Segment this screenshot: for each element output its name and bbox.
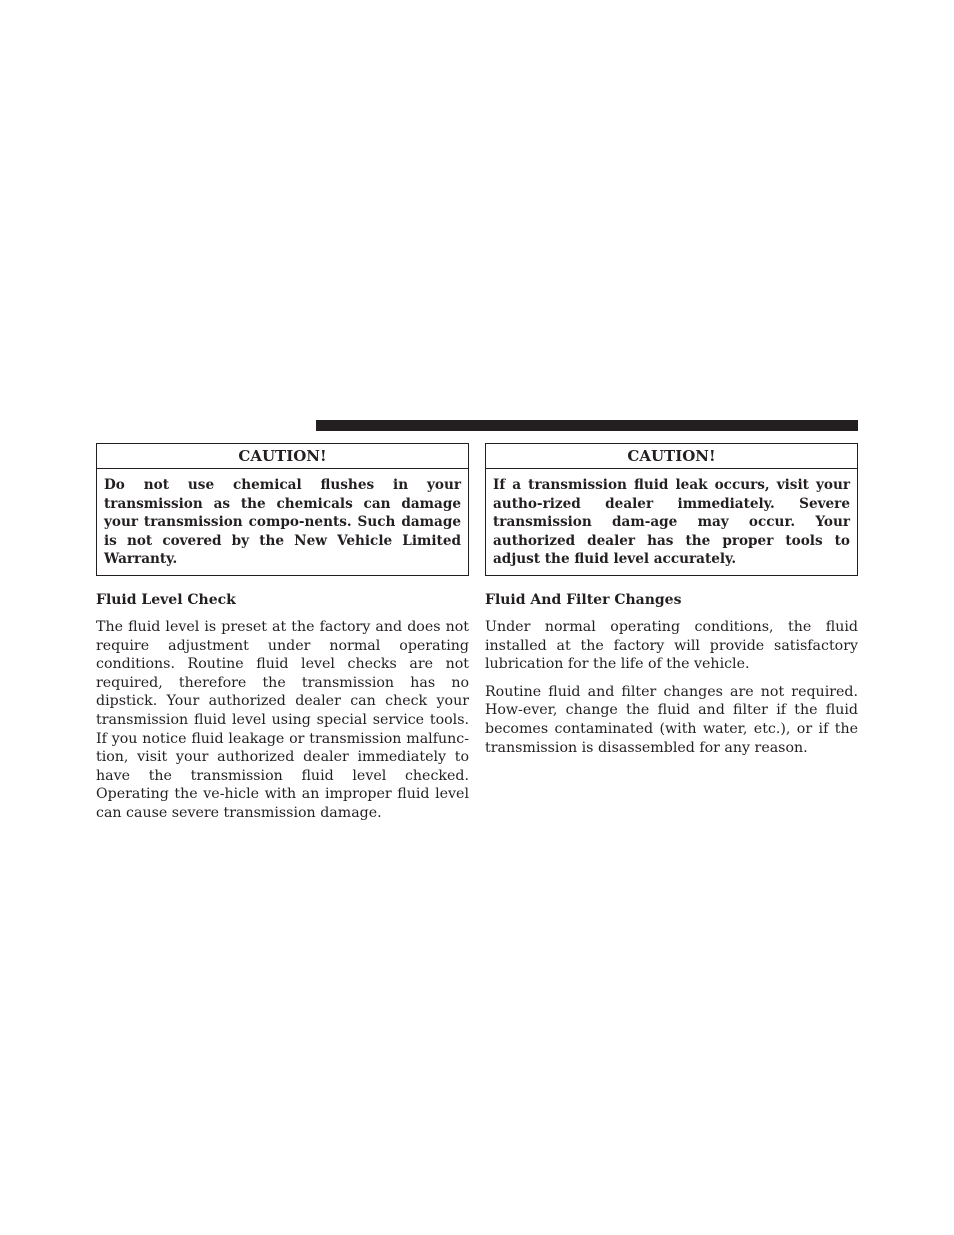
caution-box-chemical-flush <box>96 443 469 576</box>
heading-fluid-filter-changes: Fluid And Filter Changes <box>485 591 682 608</box>
paragraph-normal-conditions: Under normal operating conditions, the fluid installed at the factory will provide satisfactory lubrication for the life of the vehicle. <box>485 618 858 673</box>
caution-text: If a transmission fluid leak occurs, visit your autho-rized dealer immediately. Severe transmission dam-age may occur. Your authorized dealer has the proper tools to adjust the fluid level accurately. <box>493 477 850 568</box>
section-header-bar <box>316 420 858 431</box>
left-column <box>96 443 469 823</box>
caution-title: CAUTION! <box>97 444 468 469</box>
caution-title: CAUTION! <box>486 444 857 469</box>
heading-fluid-level-check: Fluid Level Check <box>96 591 236 608</box>
caution-text: Do not use chemical flushes in your transmission as the chemicals can damage your transmission compo-nents. Such damage is not covered by the New Vehicle Limited Warranty. <box>104 477 461 568</box>
caution-box-fluid-leak <box>485 443 858 576</box>
right-column <box>485 443 858 757</box>
paragraph-routine-changes: Routine fluid and filter changes are not required. How-ever, change the fluid and filter if the fluid becomes contaminated (with water, etc.), or if the transmission is disassembled for any reason. <box>485 683 858 756</box>
paragraph-fluid-level: The fluid level is preset at the factory and does not require adjustment under normal operating conditions. Routine fluid level checks are not required, therefore the transmission has no dipstick. Your authorized dealer can check your transmission fluid level using special service tools. If you notice fluid leakage or transmission malfunc-tion, visit your authorized dealer immediately to have the transmission fluid level checked. Operating the ve-hicle with an improper fluid level can cause severe transmission damage. <box>96 618 469 821</box>
